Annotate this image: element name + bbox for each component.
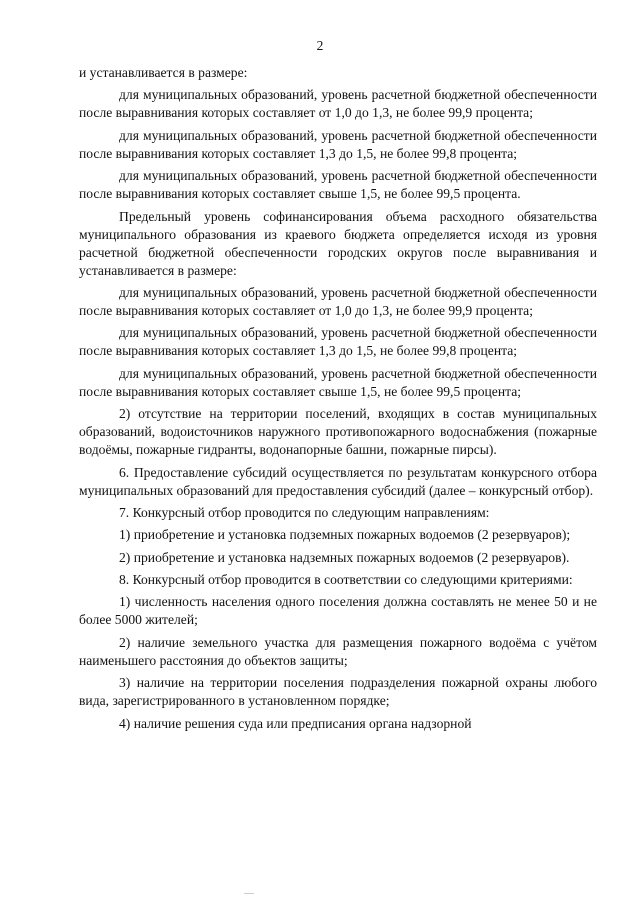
paragraph: 2) наличие земельного участка для размещения пожарного водоёма с учётом наименьшего расстояния до объектов защиты; (79, 634, 597, 668)
paragraph: 1) приобретение и установка подземных пожарных водоемов (2 резервуаров); (119, 527, 571, 543)
document-body (79, 64, 597, 737)
paragraph: 2) отсутствие на территории поселений, входящих в состав муниципальных образований, водоисточников наружного противопожарного водоснабжения (пожарные водоёмы, пожарные гидранты, водонапорные башни, пожарные пирсы). (79, 406, 597, 458)
paragraph: 3) наличие на территории поселения подразделения пожарной охраны любого вида, зарегистрированного в установленном порядке; (79, 675, 597, 709)
paragraph: для муниципальных образований, уровень расчетной бюджетной обеспеченности после выравнивания которых составляет от 1,0 до 1,3, не более 99,9 процента; (79, 284, 597, 318)
paragraph: для муниципальных образований, уровень расчетной бюджетной обеспеченности после выравнивания которых составляет свыше 1,5, не более 99,5 процента. (79, 168, 597, 202)
paragraph: 4) наличие решения суда или предписания органа надзорной (119, 715, 472, 731)
paragraph: для муниципальных образований, уровень расчетной бюджетной обеспеченности после выравнивания которых составляет свыше 1,5, не более 99,5 процента; (79, 365, 597, 399)
paragraph: для муниципальных образований, уровень расчетной бюджетной обеспеченности после выравнивания которых составляет 1,3 до 1,5, не более 99,8 процента; (79, 325, 597, 359)
paragraph: 2) приобретение и установка надземных пожарных водоемов (2 резервуаров). (119, 549, 570, 565)
paragraph: для муниципальных образований, уровень расчетной бюджетной обеспеченности после выравнивания которых составляет 1,3 до 1,5, не более 99,8 процента; (79, 127, 597, 161)
paragraph: 8. Конкурсный отбор проводится в соответствии со следующими критериями: (119, 572, 573, 588)
paragraph: Предельный уровень софинансирования объема расходного обязательства муниципального образования из краевого бюджета определяется исходя из уровня расчетной бюджетной обеспеченности городских округов после выравнивания и устанавливается в размере: (79, 208, 597, 278)
scan-mark (244, 893, 254, 894)
paragraph: и устанавливается в размере: (79, 65, 248, 80)
paragraph: 6. Предоставление субсидий осуществляется по результатам конкурсного отбора муниципальных образований для предоставления субсидий (далее – конкурсный отбор). (79, 464, 597, 498)
paragraph: 7. Конкурсный отбор проводится по следующим направлениям: (119, 504, 490, 520)
paragraph: для муниципальных образований, уровень расчетной бюджетной обеспеченности после выравнивания которых составляет от 1,0 до 1,3, не более 99,9 процента; (79, 87, 597, 121)
page-number: 2 (316, 38, 324, 53)
paragraph: 1) численность населения одного поселения должна составлять не менее 50 и не более 5000 жителей; (79, 594, 597, 628)
